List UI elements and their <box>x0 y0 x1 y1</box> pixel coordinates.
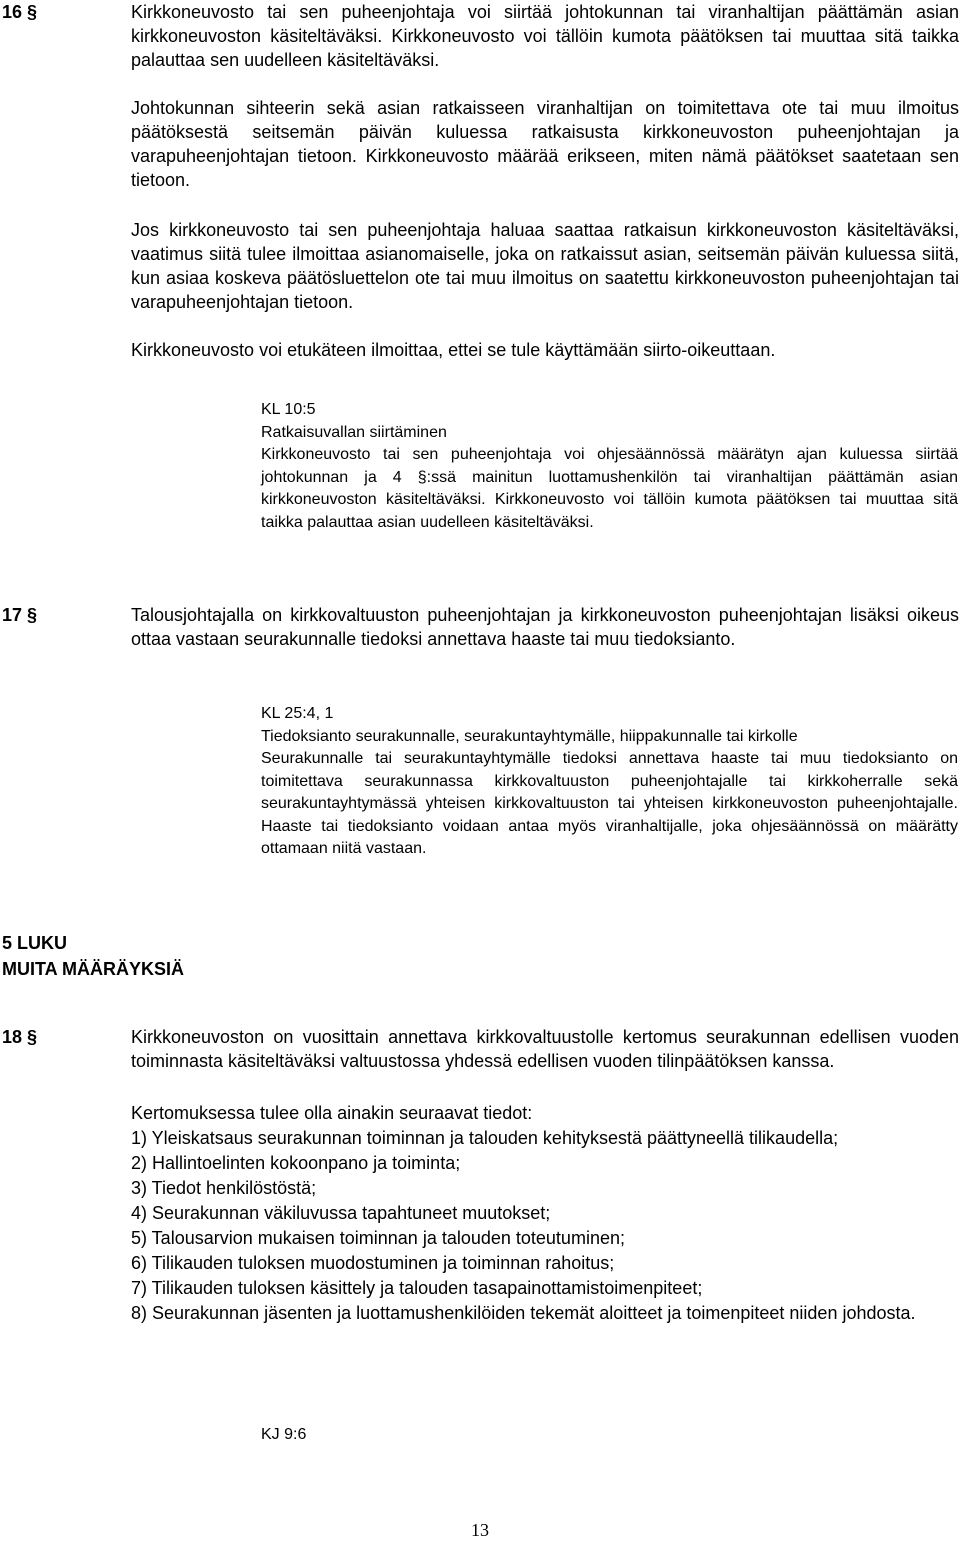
list-item: 4) Seurakunnan väkiluvussa tapahtuneet muutokset; <box>131 1203 551 1223</box>
list-item: 2) Hallintoelinten kokoonpano ja toiminta; <box>131 1153 461 1173</box>
law-title: Ratkaisuvallan siirtäminen <box>261 423 447 441</box>
paragraph: Kirkkoneuvoston on vuosittain annettava kirkkovaltuustolle kertomus seurakunnan edellisen vuoden toiminnasta käsiteltäväksi valtuustossa yhdessä edellisen vuoden tilinpäätöksen kanssa. <box>131 1027 959 1071</box>
section-body <box>131 603 959 651</box>
page-number: 13 <box>471 1520 489 1540</box>
section-number: 17 § <box>2 605 38 625</box>
law-citation <box>261 703 958 861</box>
list-item: 5) Talousarvion mukaisen toiminnan ja talouden toteutuminen; <box>131 1228 625 1248</box>
list-item: 6) Tilikauden tuloksen muodostuminen ja toiminnan rahoitus; <box>131 1253 615 1273</box>
chapter-number: 5 LUKU <box>2 933 68 953</box>
list-intro: Kertomuksessa tulee olla ainakin seuraavat tiedot: <box>131 1103 533 1123</box>
list-item: 1) Yleiskatsaus seurakunnan toiminnan ja talouden kehityksestä päättyneellä tilikaudella; <box>131 1128 839 1148</box>
paragraph: Kirkkoneuvosto voi etukäteen ilmoittaa, ettei se tule käyttämään siirto-oikeuttaan. <box>131 340 776 360</box>
section-body <box>131 1025 959 1326</box>
law-text: Kirkkoneuvosto tai sen puheenjohtaja voi ohjesäännössä määrätyn ajan kuluessa siirtää johtokunnan ja 4 §:ssä mainitun luottamushenkilön tai viranhaltijan päättämän asian kirkkoneuvoston käsiteltäväksi. Kirkkoneuvosto voi tällöin kumota päätöksen tai muuttaa sitä taikka palauttaa asian uudelleen käsiteltäväksi. <box>261 446 958 531</box>
list-item: 3) Tiedot henkilöstöstä; <box>131 1178 317 1198</box>
section-body <box>131 0 959 362</box>
list-item: 8) Seurakunnan jäsenten ja luottamushenkilöiden tekemät aloitteet ja toimenpiteet niiden johdosta. <box>131 1303 916 1323</box>
list-item: 7) Tilikauden tuloksen käsittely ja talouden tasapainottamistoimenpiteet; <box>131 1278 703 1298</box>
section-number: 16 § <box>2 2 38 22</box>
law-reference: KL 10:5 <box>261 401 316 418</box>
paragraph: Kirkkoneuvosto tai sen puheenjohtaja voi siirtää johtokunnan tai viranhaltijan päättämän asian kirkkoneuvoston käsiteltäväksi. Kirkkoneuvosto voi tällöin kumota päätöksen tai muuttaa sitä taikka palauttaa sen uudelleen käsiteltäväksi. <box>131 2 959 70</box>
law-text: Seurakunnalle tai seurakuntayhtymälle tiedoksi annettava haaste tai muu tiedoksianto on toimitettava seurakunnassa kirkkovaltuuston puheenjohtajalle tai kirkkoherralle sekä seurakuntayhtymässä yhteisen kirkkovaltuuston tai yhteisen kirkkoneuvoston puheenjohtajalle. Haaste tai tiedoksianto voidaan antaa myös viranhaltijalle, joka ohjesäännössä on määrätty ottamaan niitä vastaan. <box>261 750 958 857</box>
chapter-heading <box>2 930 184 982</box>
section-number: 18 § <box>2 1027 38 1047</box>
law-reference: KL 25:4, 1 <box>261 705 334 722</box>
law-title: Tiedoksianto seurakunnalle, seurakuntayhtymälle, hiippakunnalle tai kirkolle <box>261 727 798 745</box>
paragraph: Jos kirkkoneuvosto tai sen puheenjohtaja haluaa saattaa ratkaisun kirkkoneuvoston käsiteltäväksi, vaatimus siitä tulee ilmoittaa asianomaiselle, joka on ratkaissut asian, seitsemän päivän kuluessa siitä, kun asiaa koskeva päätösluettelon ote tai muu ilmoitus on saatettu kirkkoneuvoston puheenjohtajan tai varapuheenjohtajan tietoon. <box>131 220 959 312</box>
report-contents-list <box>131 1126 959 1326</box>
chapter-title: MUITA MÄÄRÄYKSIÄ <box>2 959 184 979</box>
law-reference: KJ 9:6 <box>261 1426 307 1443</box>
paragraph: Johtokunnan sihteerin sekä asian ratkaisseen viranhaltijan on toimitettava ote tai muu ilmoitus päätöksestä seitsemän päivän kuluessa ratkaisusta kirkkoneuvoston puheenjohtajan ja varapuheenjohtajan tietoon. Kirkkoneuvosto määrää erikseen, miten nämä päätökset saatetaan sen tietoon. <box>131 98 959 190</box>
paragraph: Talousjohtajalla on kirkkovaltuuston puheenjohtajan ja kirkkoneuvoston puheenjohtajan lisäksi oikeus ottaa vastaan seurakunnalle tiedoksi annettava haaste tai muu tiedoksianto. <box>131 605 959 649</box>
law-citation <box>261 399 958 534</box>
